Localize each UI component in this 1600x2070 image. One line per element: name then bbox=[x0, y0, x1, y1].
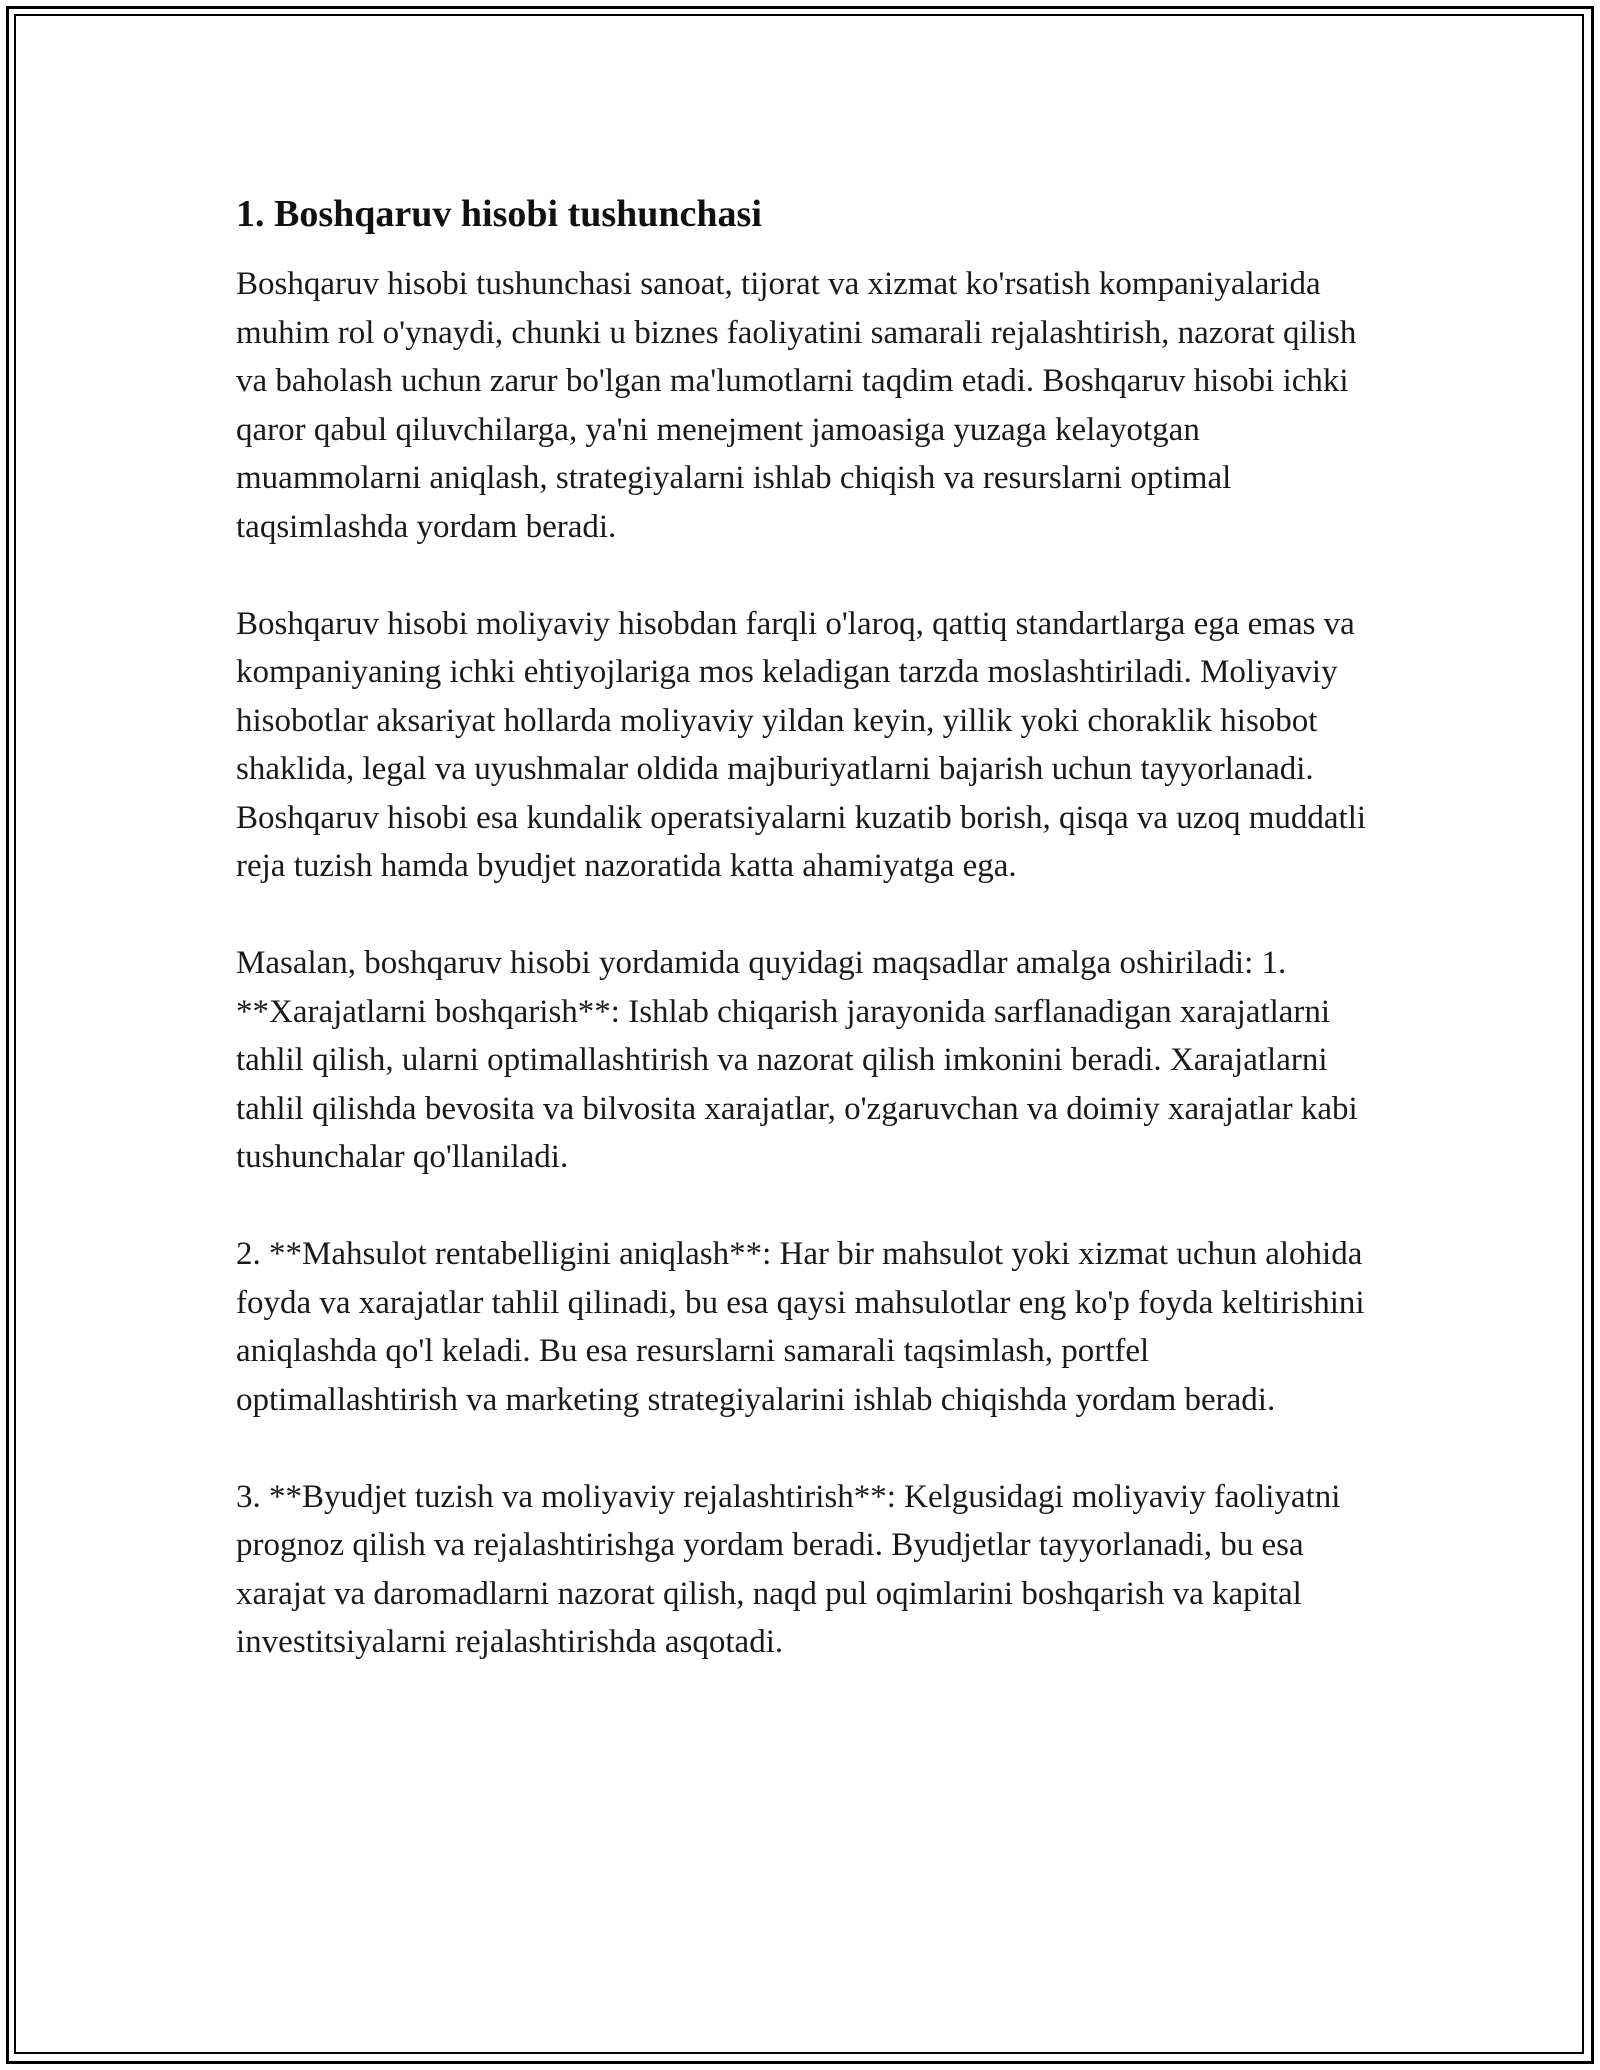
document-title: 1. Boshqaruv hisobi tushunchasi bbox=[236, 193, 762, 235]
paragraph-budgeting: 3. **Byudjet tuzish va moliyaviy rejalashtirish**: Kelgusidagi moliyaviy faoliyatni prognoz qilish va rejalashtirishga yordam beradi. Byudjetlar tayyorlanadi, bu esa xarajat va daromadlarni nazorat qilish, naqd pul oqimlarini boshqarish va kapital investitsiyalarni rejalashtirishda asqotadi. bbox=[236, 1478, 1341, 1660]
paragraph-intro: Boshqaruv hisobi tushunchasi sanoat, tijorat va xizmat ko'rsatish kompaniyalarida muhim rol o'ynaydi, chunki u biznes faoliyatini samarali rejalashtirish, nazorat qilish va baholash uchun zarur bo'lgan ma'lumotlarni taqdim etadi. Boshqaruv hisobi ichki qaror qabul qiluvchilarga, ya'ni menejment jamoasiga yuzaga kelayotgan muammolarni aniqlash, strategiyalarni ishlab chiqish va resurslarni optimal taqsimlashda yordam beradi. bbox=[236, 266, 1357, 545]
paragraph-goals-cost-management: Masalan, boshqaruv hisobi yordamida quyidagi maqsadlar amalga oshiriladi: 1. **Xarajatlarni boshqarish**: Ishlab chiqarish jarayonida sarflanadigan xarajatlarni tahlil qilish, ularni optimallashtirish va nazorat qilish imkonini beradi. Xarajatlarni tahlil qilishda bevosita va bilvosita xarajatlar, o'zgaruvchan va doimiy xarajatlar kabi tushunchalar qo'llaniladi. bbox=[236, 945, 1358, 1175]
paragraph-comparison: Boshqaruv hisobi moliyaviy hisobdan farqli o'laroq, qattiq standartlarga ega emas va kompaniyaning ichki ehtiyojlariga mos keladigan tarzda moslashtiriladi. Moliyaviy hisobotlar aksariyat hollarda moliyaviy yildan keyin, yillik yoki choraklik hisobot shaklida, legal va uyushmalar oldida majburiyatlarni bajarish uchun tayyorlanadi. Boshqaruv hisobi esa kundalik operatsiyalarni kuzatib borish, qisqa va uzoq muddatli reja tuzish hamda byudjet nazoratida katta ahamiyatga ega. bbox=[236, 605, 1367, 884]
paragraph-product-profitability: 2. **Mahsulot rentabelligini aniqlash**: Har bir mahsulot yoki xizmat uchun alohida foyda va xarajatlar tahlil qilinadi, bu esa qaysi mahsulotlar eng ko'p foyda keltirishini aniqlashda qo'l keladi. Bu esa resurslarni samarali taqsimlash, portfel optimallashtirish va marketing strategiyalarini ishlab chiqishda yordam beradi. bbox=[236, 1236, 1365, 1418]
document-body bbox=[236, 188, 1376, 1667]
